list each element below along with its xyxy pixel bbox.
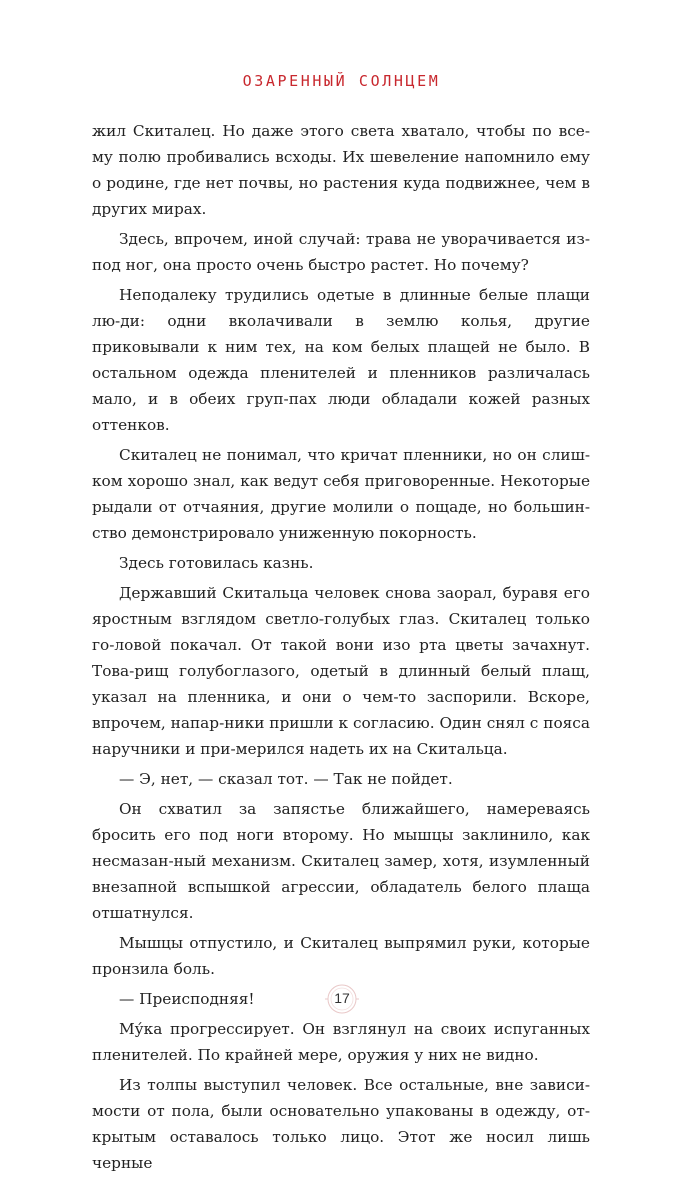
page-number-ornament bbox=[322, 984, 362, 1014]
dialogue-line: — Э, нет, — сказал тот. — Так не пойдет. bbox=[119, 770, 453, 788]
paragraph: Из толпы выступил человек. Все остальные, вне зависи-мости от пола, были основательно упакованы в одежду, от-крытым оставалось только лицо. Этот же носил лишь черные bbox=[92, 1076, 590, 1172]
paragraph: жил Скиталец. Но даже этого света хватало, чтобы по все-му полю пробивались всходы. Их шевеление напомнило ему о родине, где нет почвы, но растения куда подвижнее, чем в других мирах. bbox=[92, 122, 590, 218]
paragraph: Державший Скитальца человек снова заорал, буравя его яростным взглядом светло-голубых глаз. Скиталец только го-ловой покачал. От такой вони изо рта цветы зачахнут. Това-рищ голубоглазого, одетый в длинный белый плащ, указал на пленника, и они о чем-то заспорили. Вскоре, впрочем, напар-ники пришли к согласию. Один снял с пояса наручники и при-мерился надеть их на Скитальца. bbox=[92, 584, 590, 758]
running-head: ОЗАРЕННЫЙ СОЛНЦЕМ bbox=[242, 72, 441, 90]
paragraph: Здесь готовилась казнь. bbox=[119, 554, 314, 572]
paragraph: Он схватил за запястье ближайшего, намереваясь бросить его под ноги второму. Но мышцы заклинило, как несмазан-ный механизм. Скиталец замер, хотя, изумленный внезапной вспышкой агрессии, обладатель белого плаща отшатнулся. bbox=[92, 800, 590, 922]
paragraph: Скиталец не понимал, что кричат пленники, но он слиш-ком хорошо знал, как ведут себя приговоренные. Некоторые рыдали от отчаяния, другие молили о пощаде, но большин-ство демонстрировало униженную покорность. bbox=[92, 446, 590, 542]
page-number: 17 bbox=[334, 990, 350, 1006]
paragraph: Мышцы отпустило, и Скиталец выпрямил руки, которые пронзила боль. bbox=[92, 934, 590, 978]
paragraph: Му́ка прогрессирует. Он взглянул на своих испуганных пленителей. По крайней мере, оружия у них не видно. bbox=[92, 1020, 590, 1064]
dialogue-line: — Преисподняя! bbox=[119, 990, 255, 1008]
paragraph: Здесь, впрочем, иной случай: трава не уворачивается из-под ног, она просто очень быстро растет. Но почему? bbox=[92, 230, 590, 274]
paragraph: Неподалеку трудились одетые в длинные белые плащи лю-ди: одни вколачивали в землю колья, другие приковывали к ним тех, на ком белых плащей не было. В остальном одежда пленителей и пленников различалась мало, и в обеих груп-пах люди обладали кожей разных оттенков. bbox=[92, 286, 590, 434]
body-text bbox=[92, 118, 590, 1180]
